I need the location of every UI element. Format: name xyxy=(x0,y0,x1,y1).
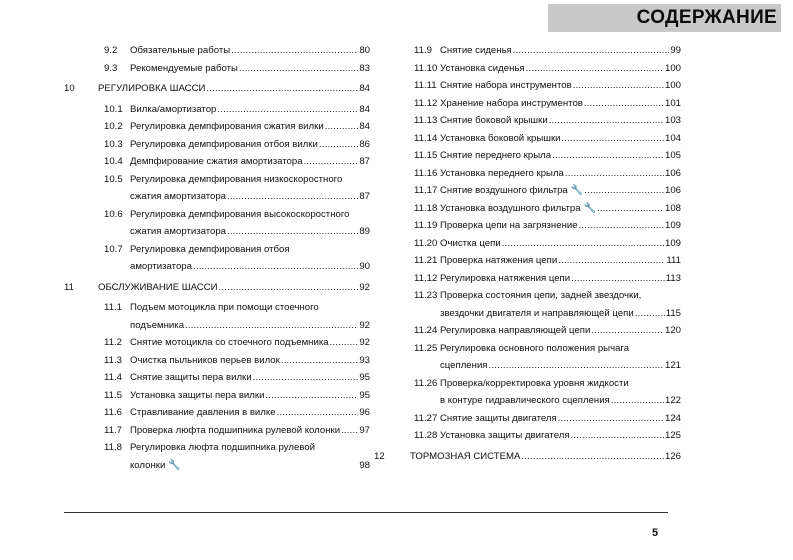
dot-leader xyxy=(571,427,664,445)
dot-leader xyxy=(558,252,665,270)
toc-entry[interactable] xyxy=(374,42,681,60)
toc-entry-title: Снятие переднего крыла xyxy=(440,150,552,161)
toc-entry-number: 10.5 xyxy=(104,173,123,185)
toc-entry-number: 11.5 xyxy=(104,389,122,401)
toc-entry-page: 92 xyxy=(359,281,370,293)
toc-entry-number: 11.10 xyxy=(414,62,438,74)
toc-entry-number: 11.17 xyxy=(414,185,438,196)
toc-entry-number: 11.7 xyxy=(104,424,122,436)
toc-entry-number: 11.13 xyxy=(414,115,438,126)
toc-entry-number: 9.2 xyxy=(104,45,118,56)
toc-entry-number: 9.3 xyxy=(104,62,118,74)
toc-entry-title: в контуре гидравлического сцепления xyxy=(440,395,610,406)
dot-leader xyxy=(584,182,664,200)
toc-entry-number: 11.8 xyxy=(104,442,122,453)
toc-entry-page: 122 xyxy=(664,395,681,406)
dot-leader xyxy=(573,77,664,95)
toc-entry-number: 10.4 xyxy=(104,156,123,167)
toc-entry[interactable] xyxy=(374,235,681,253)
toc-entry-title: Снятие боковой крышки xyxy=(440,115,548,126)
toc-entry[interactable] xyxy=(374,165,681,183)
toc-entry[interactable] xyxy=(374,182,681,200)
dot-leader xyxy=(231,42,358,60)
toc-entry[interactable] xyxy=(64,334,370,352)
toc-entry-number: 11.16 xyxy=(414,167,438,179)
dot-leader xyxy=(227,188,358,206)
dot-leader xyxy=(513,42,670,60)
toc-entry-page: 89 xyxy=(359,226,370,237)
toc-entry-number: 11 xyxy=(64,281,74,293)
toc-entry-number: 11.15 xyxy=(414,150,438,161)
dot-leader xyxy=(304,153,359,171)
dot-leader xyxy=(571,270,665,288)
toc-entry-title: Снятие защиты пера вилки xyxy=(130,372,252,383)
toc-entry-number: 11.20 xyxy=(414,237,438,249)
toc-entry[interactable] xyxy=(374,270,681,288)
toc-entry-number: 11.1 xyxy=(104,302,122,313)
toc-entry-page: 92 xyxy=(359,319,370,331)
toc-entry-page: 98 xyxy=(359,459,370,471)
toc-entry-page: 103 xyxy=(664,115,681,126)
toc-entry-page: 101 xyxy=(664,97,681,109)
toc-entry-page: 95 xyxy=(359,389,370,401)
toc-entry-page: 87 xyxy=(359,191,370,202)
toc-entry-page: 99 xyxy=(670,45,681,56)
toc-entry-number: 11.18 xyxy=(414,202,438,214)
toc-entry[interactable] xyxy=(64,241,370,276)
toc-chapter-entry[interactable] xyxy=(374,448,681,466)
toc-entry-page: 90 xyxy=(359,261,370,272)
toc-entry-page: 125 xyxy=(664,430,681,441)
dot-leader xyxy=(341,422,358,440)
dot-leader xyxy=(325,118,359,136)
toc-entry-number: 11.24 xyxy=(414,325,438,336)
toc-entry-page: 84 xyxy=(359,83,370,94)
dot-leader xyxy=(277,404,359,422)
toc-entry-page: 84 xyxy=(359,121,370,132)
toc-right-column xyxy=(374,42,681,468)
toc-entry-title: Снятие сиденья xyxy=(440,45,512,56)
toc-entry-title: Установка сиденья xyxy=(440,62,525,74)
toc-entry-number: 11.6 xyxy=(104,407,122,418)
toc-entry-number: 11.4 xyxy=(104,372,122,383)
toc-entry-title: ТОРМОЗНАЯ СИСТЕМА xyxy=(410,450,521,462)
dot-leader xyxy=(552,147,664,165)
toc-entry-number: 11.23 xyxy=(414,290,438,301)
toc-entry-number: 11.21 xyxy=(414,255,438,266)
toc-entry-page: 95 xyxy=(359,372,370,383)
dot-leader xyxy=(206,80,358,98)
toc-entry-title: Регулировка люфта подшипника рулевой xyxy=(130,442,315,453)
dot-leader xyxy=(549,112,664,130)
dot-leader xyxy=(565,165,664,183)
toc-entry-number: 10.3 xyxy=(104,138,123,150)
toc-entry[interactable] xyxy=(64,118,370,136)
toc-entry-page: 106 xyxy=(664,185,681,196)
dot-leader xyxy=(219,279,359,297)
toc-entry-number: 11.9 xyxy=(414,45,432,56)
toc-entry-page: 83 xyxy=(359,62,370,74)
dot-leader xyxy=(253,369,359,387)
toc-entry-title: Демпфирование сжатия амортизатора xyxy=(130,156,303,167)
toc-chapter-entry[interactable] xyxy=(64,80,370,98)
toc-entry[interactable] xyxy=(64,60,370,78)
dot-leader xyxy=(502,235,664,253)
toc-entry-page: 100 xyxy=(664,62,681,74)
toc-entry-page: 109 xyxy=(664,237,681,249)
dot-leader xyxy=(591,322,664,340)
toc-entry[interactable] xyxy=(374,130,681,148)
toc-entry-title: сцепления xyxy=(440,360,488,371)
toc-entry-number: 11.3 xyxy=(104,354,122,366)
toc-entry[interactable] xyxy=(374,410,681,428)
toc-entry-title: Установка боковой крышки xyxy=(440,132,561,144)
toc-entry[interactable] xyxy=(64,299,370,334)
toc-entry-page: 108 xyxy=(664,202,681,214)
toc-entry-number: 11.2 xyxy=(104,337,122,348)
toc-entry[interactable] xyxy=(374,322,681,340)
toc-entry-number: 11.19 xyxy=(414,220,438,231)
toc-entry-title: Регулировка демпфирования низкоскоростного xyxy=(130,173,343,185)
toc-entry-title: Регулировка демпфирования высокоскоростного xyxy=(130,208,350,220)
toc-entry[interactable] xyxy=(64,352,370,370)
toc-entry-title: ОБСЛУЖИВАНИЕ ШАССИ xyxy=(98,281,218,293)
toc-entry[interactable] xyxy=(374,427,681,445)
toc-entry-title: Снятие мотоцикла со стоечного подъемника xyxy=(130,337,329,348)
toc-entry-title: Проверка люфта подшипника рулевой колонки xyxy=(130,424,341,436)
toc-entry-title: Вилка/амортизатор xyxy=(130,103,217,115)
toc-entry-title: Регулировка направляющей цепи xyxy=(440,325,591,336)
toc-entry-title: Регулировка демпфирования отбоя xyxy=(130,243,290,255)
toc-entry[interactable] xyxy=(374,60,681,78)
toc-entry-title: Хранение набора инструментов xyxy=(440,97,583,109)
toc-entry[interactable] xyxy=(374,77,681,95)
toc-entry-page: 96 xyxy=(359,407,370,418)
toc-entry[interactable] xyxy=(374,112,681,130)
toc-entry[interactable] xyxy=(64,387,370,405)
dot-leader xyxy=(558,410,664,428)
toc-entry-page: 126 xyxy=(664,450,681,462)
toc-entry-title: Рекомендуемые работы xyxy=(130,62,238,74)
toc-entry[interactable] xyxy=(374,287,681,322)
dot-leader xyxy=(185,317,358,335)
toc-entry[interactable] xyxy=(374,217,681,235)
dot-leader xyxy=(239,60,358,78)
toc-entry[interactable] xyxy=(64,206,370,241)
wrench-icon: 🔧 xyxy=(168,459,181,471)
toc-entry[interactable] xyxy=(64,136,370,154)
toc-entry[interactable] xyxy=(374,147,681,165)
toc-entry-title: Проверка цепи на загрязнение xyxy=(440,220,578,231)
dot-leader xyxy=(635,305,665,323)
toc-entry-page: 104 xyxy=(664,132,681,144)
toc-entry[interactable] xyxy=(64,153,370,171)
dot-leader xyxy=(584,95,664,113)
toc-entry-title: Обязательные работы xyxy=(130,45,231,56)
toc-entry-title: подъемника xyxy=(130,319,185,331)
toc-entry-title: Снятие набора инструментов xyxy=(440,80,572,91)
toc-entry[interactable] xyxy=(64,439,370,474)
toc-entry[interactable] xyxy=(374,375,681,410)
wrench-icon: 🔧 xyxy=(570,185,584,196)
toc-entry-title: колонки xyxy=(130,459,166,471)
toc-entry[interactable] xyxy=(374,252,681,270)
toc-entry[interactable] xyxy=(374,200,681,218)
toc-entry-title: Проверка/корректировка уровня жидкости xyxy=(440,377,629,389)
toc-entry[interactable] xyxy=(374,95,681,113)
toc-entry-number: 11.28 xyxy=(414,430,438,441)
page-number: 5 xyxy=(652,527,659,539)
dot-leader xyxy=(265,387,358,405)
toc-entry-page: 115 xyxy=(665,307,681,319)
toc-chapter-entry[interactable] xyxy=(64,279,370,297)
toc-entry[interactable] xyxy=(64,422,370,440)
toc-entry-page: 100 xyxy=(664,80,681,91)
dot-leader xyxy=(227,223,358,241)
toc-entry-title: Регулировка натяжения цепи xyxy=(440,272,571,284)
toc-entry-title: Установка переднего крыла xyxy=(440,167,564,179)
toc-entry-title: Установка защиты пера вилки xyxy=(130,389,265,401)
toc-entry-number: 10.2 xyxy=(104,121,123,132)
toc-entry-title: Регулировка основного положения рычага xyxy=(440,342,630,354)
toc-entry-number: 12 xyxy=(374,450,385,462)
dot-leader xyxy=(579,217,664,235)
wrench-icon: 🔧 xyxy=(583,202,597,214)
dot-leader xyxy=(281,352,359,370)
dot-leader xyxy=(562,130,664,148)
toc-entry-title: Стравливание давления в вилке xyxy=(130,407,276,418)
toc-entry-number: 10 xyxy=(64,83,75,94)
toc-entry-title: Снятие защиты двигателя xyxy=(440,412,557,424)
toc-entry-page: 113 xyxy=(665,272,681,284)
toc-entry-title: сжатия амортизатора xyxy=(130,191,227,202)
toc-entry-page: 93 xyxy=(359,354,370,366)
dot-leader xyxy=(521,448,664,466)
dot-leader xyxy=(330,334,359,352)
toc-entry-page: 92 xyxy=(359,337,370,348)
dot-leader xyxy=(611,392,664,410)
toc-entry[interactable] xyxy=(64,171,370,206)
toc-entry-page: 84 xyxy=(359,103,370,115)
toc-entry-number: 10.1 xyxy=(104,103,123,115)
toc-entry-page: 80 xyxy=(359,45,370,56)
toc-entry-page: 106 xyxy=(664,167,681,179)
toc-entry-title: сжатия амортизатора xyxy=(130,226,227,237)
dot-leader xyxy=(319,136,358,154)
dot-leader xyxy=(597,200,664,218)
toc-entry-title: Проверка натяжения цепи xyxy=(440,255,558,266)
toc-entry[interactable] xyxy=(64,101,370,119)
toc-entry[interactable] xyxy=(64,404,370,422)
section-title-banner xyxy=(548,4,781,32)
dot-leader xyxy=(217,101,358,119)
toc-entry-number: 11.26 xyxy=(414,377,438,389)
toc-entry-number: 11.11 xyxy=(414,80,437,91)
toc-entry-title: Регулировка демпфирования сжатия вилки xyxy=(130,121,324,132)
toc-entry-number: 11.12 xyxy=(414,272,438,284)
toc-entry-page: 97 xyxy=(359,424,370,436)
toc-entry-page: 109 xyxy=(664,220,681,231)
toc-entry-title: Установка защиты двигателя xyxy=(440,430,570,441)
toc-entry-number: 11.25 xyxy=(414,342,438,354)
toc-entry-page: 86 xyxy=(359,138,370,150)
toc-entry-page: 105 xyxy=(664,150,681,161)
toc-entry-title: амортизатора xyxy=(130,261,192,272)
toc-entry-title: Регулировка демпфирования отбоя вилки xyxy=(130,138,318,150)
footer-divider xyxy=(64,512,668,513)
dot-leader xyxy=(526,60,664,78)
toc-entry-title: РЕГУЛИРОВКА ШАССИ xyxy=(98,83,206,94)
toc-entry[interactable] xyxy=(64,369,370,387)
toc-left-column xyxy=(64,42,370,474)
toc-entry-title: Снятие воздушного фильтра xyxy=(440,185,568,196)
toc-entry-number: 11.12 xyxy=(414,97,438,109)
toc-entry-title: Очистка цепи xyxy=(440,237,501,249)
toc-entry-title: Установка воздушного фильтра xyxy=(440,202,581,214)
toc-entry-number: 11.27 xyxy=(414,412,438,424)
toc-entry-page: 124 xyxy=(664,412,681,424)
toc-entry-page: 111 xyxy=(666,255,681,266)
toc-entry-page: 121 xyxy=(664,360,681,371)
toc-entry-title: Подъем мотоцикла при помощи стоечного xyxy=(130,302,319,313)
toc-entry[interactable] xyxy=(64,42,370,60)
toc-entry-number: 11.14 xyxy=(414,132,438,144)
dot-leader xyxy=(489,357,664,375)
toc-entry-title: звездочки двигателя и направляющей цепи xyxy=(440,307,634,319)
toc-entry-title: Проверка состояния цепи, задней звездочки, xyxy=(440,290,642,301)
toc-entry-page: 120 xyxy=(664,325,681,336)
toc-entry[interactable] xyxy=(374,340,681,375)
toc-entry-number: 10.6 xyxy=(104,208,123,220)
toc-entry-title: Очистка пыльников перьев вилок xyxy=(130,354,280,366)
dot-leader xyxy=(193,258,358,276)
section-title: СОДЕРЖАНИЕ xyxy=(636,7,777,28)
toc-entry-number: 10.7 xyxy=(104,243,123,255)
toc-entry-page: 87 xyxy=(359,156,370,167)
